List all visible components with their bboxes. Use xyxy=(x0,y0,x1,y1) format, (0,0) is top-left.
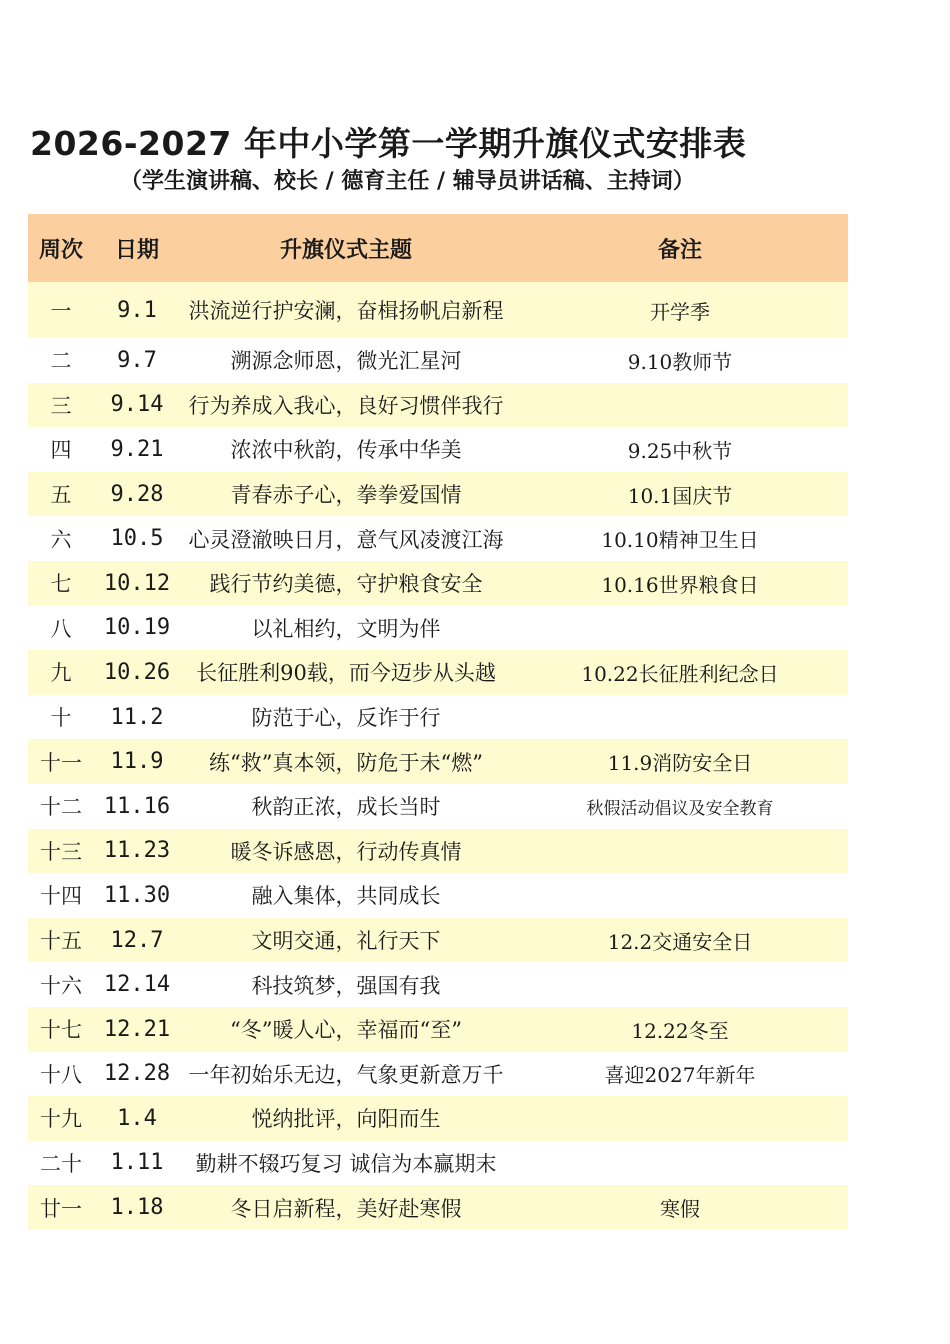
cell-date: 11.23 xyxy=(103,838,171,864)
cell-theme: 浓浓中秋韵，传承中华美 xyxy=(230,438,462,463)
cell-week: 四 xyxy=(50,438,72,463)
cell-theme: 冬日启新程，美好赴寒假 xyxy=(230,1196,462,1221)
cell-theme: 一年初始乐无边，气象更新意万千 xyxy=(188,1062,504,1087)
cell-note: 12.22冬至 xyxy=(631,1018,729,1043)
table-row xyxy=(28,383,848,428)
cell-theme: 行为养成入我心，良好习惯伴我行 xyxy=(188,393,504,418)
cell-date: 10.5 xyxy=(110,526,164,552)
cell-week: 五 xyxy=(50,483,72,508)
page-title: 2026-2027 年中小学第一学期升旗仪式安排表 xyxy=(30,124,747,163)
table-row xyxy=(28,784,848,829)
cell-note: 秋假活动倡议及安全教育 xyxy=(586,798,774,819)
cell-date: 1.18 xyxy=(110,1195,164,1221)
cell-week: 十二 xyxy=(40,795,82,820)
table-row xyxy=(28,1185,848,1230)
cell-date: 12.21 xyxy=(103,1016,171,1042)
cell-note: 12.2交通安全日 xyxy=(607,929,753,954)
cell-week: 九 xyxy=(50,661,72,686)
cell-week: 十六 xyxy=(40,973,82,998)
cell-theme: 践行节约美德，守护粮食安全 xyxy=(209,572,483,597)
cell-week: 一 xyxy=(50,299,72,323)
cell-date: 1.4 xyxy=(117,1105,157,1131)
cell-date: 11.30 xyxy=(103,882,171,908)
cell-week: 十七 xyxy=(40,1018,82,1043)
table-row xyxy=(28,338,848,383)
table-row xyxy=(28,695,848,740)
cell-date: 12.7 xyxy=(110,927,164,953)
cell-theme: 秋韵正浓，成长当时 xyxy=(251,795,441,820)
table-row xyxy=(28,1052,848,1097)
cell-week: 八 xyxy=(50,616,72,641)
cell-date: 10.12 xyxy=(103,570,171,596)
table-row xyxy=(28,873,848,918)
cell-note: 开学季 xyxy=(650,299,710,324)
cell-date: 9.7 xyxy=(117,347,157,373)
cell-week: 十九 xyxy=(40,1107,82,1132)
table-row xyxy=(28,427,848,472)
table-row xyxy=(28,516,848,561)
cell-theme: 勤耕不辍巧复习 诚信为本赢期末 xyxy=(195,1151,497,1176)
cell-note: 喜迎2027年新年 xyxy=(604,1063,756,1088)
table-row xyxy=(28,829,848,874)
cell-date: 9.28 xyxy=(110,481,164,507)
cell-theme: 悦纳批评，向阳而生 xyxy=(251,1107,441,1132)
header-theme: 升旗仪式主题 xyxy=(279,237,412,263)
cell-week: 二十 xyxy=(40,1151,82,1176)
table-row xyxy=(28,962,848,1007)
table-row xyxy=(28,739,848,784)
cell-week: 二 xyxy=(50,349,72,374)
cell-theme: 融入集体，共同成长 xyxy=(251,884,441,909)
cell-date: 12.28 xyxy=(103,1061,171,1087)
table-row xyxy=(28,918,848,963)
cell-week: 廿一 xyxy=(40,1196,82,1221)
header-note: 备注 xyxy=(657,237,702,263)
cell-date: 11.9 xyxy=(110,749,164,775)
table-row xyxy=(28,1096,848,1141)
cell-week: 六 xyxy=(50,527,72,552)
cell-theme: 长征胜利90载，而今迈步从头越 xyxy=(196,661,496,686)
table-row xyxy=(28,1141,848,1186)
table-row xyxy=(28,606,848,651)
cell-theme: 洪流逆行护安澜，奋楫扬帆启新程 xyxy=(188,299,504,323)
cell-date: 10.26 xyxy=(103,659,171,685)
cell-note: 10.10精神卫生日 xyxy=(601,528,759,553)
cell-theme: 暖冬诉感恩，行动传真情 xyxy=(230,839,462,864)
cell-theme: 以礼相约，文明为伴 xyxy=(251,616,441,641)
cell-date: 11.16 xyxy=(103,793,171,819)
cell-date: 1.11 xyxy=(110,1150,164,1176)
cell-week: 十三 xyxy=(40,839,82,864)
cell-theme: 心灵澄澈映日月，意气风凌渡江海 xyxy=(188,527,504,552)
header-week: 周次 xyxy=(38,237,83,263)
cell-week: 十八 xyxy=(40,1062,82,1087)
cell-theme: 防范于心，反诈于行 xyxy=(251,706,441,731)
cell-week: 十五 xyxy=(40,929,82,954)
cell-theme: 青春赤子心，拳拳爱国情 xyxy=(230,483,462,508)
cell-week: 十四 xyxy=(40,884,82,909)
table-row xyxy=(28,561,848,606)
header-date: 日期 xyxy=(114,237,159,263)
cell-week: 十 xyxy=(50,706,72,731)
cell-date: 9.14 xyxy=(110,392,164,418)
table-row xyxy=(28,472,848,517)
cell-week: 十一 xyxy=(40,750,82,775)
cell-note: 9.10教师节 xyxy=(627,349,733,374)
table-header-row xyxy=(28,214,848,282)
cell-date: 12.14 xyxy=(103,972,171,998)
cell-note: 11.9消防安全日 xyxy=(607,751,753,776)
page-subtitle: （学生演讲稿、校长 / 德育主任 / 辅导员讲话稿、主持词） xyxy=(120,169,695,194)
cell-note: 9.25中秋节 xyxy=(627,438,733,463)
cell-week: 七 xyxy=(50,572,72,597)
cell-date: 9.21 xyxy=(110,436,164,462)
cell-note: 10.16世界粮食日 xyxy=(601,572,759,597)
cell-note: 10.1国庆节 xyxy=(627,483,733,508)
cell-date: 10.19 xyxy=(103,615,171,641)
table-row xyxy=(28,650,848,695)
cell-theme: 科技筑梦，强国有我 xyxy=(251,973,441,998)
cell-theme: “冬”暖人心，幸福而“至” xyxy=(230,1018,462,1043)
schedule-table xyxy=(28,214,848,1230)
table-row xyxy=(28,1007,848,1052)
cell-note: 寒假 xyxy=(660,1197,700,1222)
cell-theme: 文明交通，礼行天下 xyxy=(251,929,441,954)
table-row xyxy=(28,282,848,338)
cell-theme: 溯源念师恩，微光汇星河 xyxy=(230,349,462,374)
cell-week: 三 xyxy=(50,393,72,418)
cell-note: 10.22长征胜利纪念日 xyxy=(581,661,779,686)
cell-date: 11.2 xyxy=(110,704,164,730)
cell-theme: 练“救”真本领，防危于未“燃” xyxy=(209,750,483,775)
cell-date: 9.1 xyxy=(117,297,157,323)
